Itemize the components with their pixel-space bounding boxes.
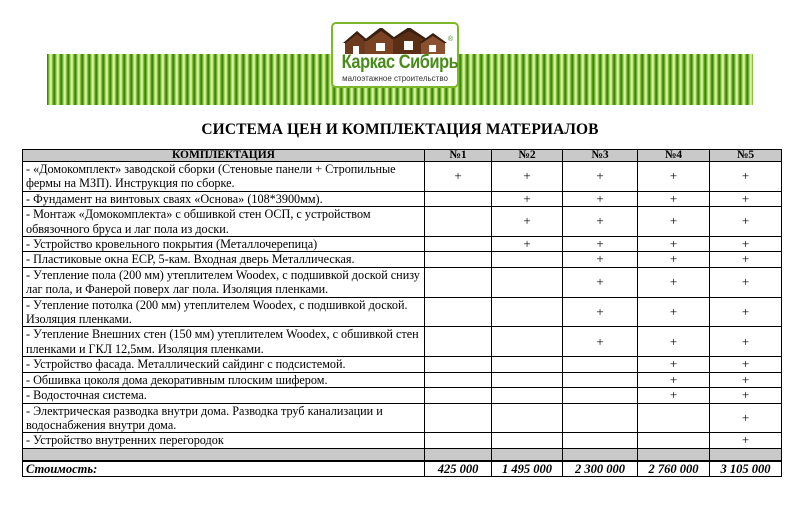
table-header-row: [23, 150, 782, 162]
inclusion-mark: [425, 327, 492, 357]
inclusion-mark: [492, 267, 563, 297]
price-cell: 425 000: [425, 461, 492, 477]
inclusion-mark: +: [710, 327, 782, 357]
inclusion-mark: [492, 403, 563, 433]
total-label: Стоимость:: [23, 461, 425, 477]
inclusion-mark: +: [710, 403, 782, 433]
inclusion-mark: +: [638, 207, 710, 237]
inclusion-mark: +: [710, 388, 782, 403]
row-description: - Водосточная система.: [23, 388, 425, 403]
inclusion-mark: [425, 297, 492, 327]
inclusion-mark: [425, 357, 492, 372]
row-description: - Утепление пола (200 мм) утеплителем Woodex, с подшивкой доской снизу лаг пола, и Фанерой поверх лаг пола. Изоляция пленками.: [23, 267, 425, 297]
houses-logo-icon: [343, 28, 447, 54]
table-row: [23, 207, 782, 237]
inclusion-mark: +: [710, 191, 782, 206]
inclusion-mark: [492, 433, 563, 448]
table-row: [23, 357, 782, 372]
separator-cell: [23, 448, 425, 461]
inclusion-mark: [638, 433, 710, 448]
inclusion-mark: [492, 388, 563, 403]
inclusion-mark: [563, 372, 638, 387]
inclusion-mark: [425, 237, 492, 252]
table-row: [23, 267, 782, 297]
inclusion-mark: +: [638, 267, 710, 297]
header-cell: №5: [710, 150, 782, 162]
inclusion-mark: +: [563, 327, 638, 357]
separator-cell: [563, 448, 638, 461]
inclusion-mark: [492, 357, 563, 372]
inclusion-mark: +: [710, 237, 782, 252]
table-row: [23, 297, 782, 327]
header-cell: №4: [638, 150, 710, 162]
price-cell: 1 495 000: [492, 461, 563, 477]
separator-row: [23, 448, 782, 461]
registered-mark: ®: [447, 36, 453, 43]
table-row: [23, 327, 782, 357]
inclusion-mark: +: [638, 252, 710, 267]
inclusion-mark: [425, 267, 492, 297]
header-cell: №2: [492, 150, 563, 162]
inclusion-mark: +: [638, 162, 710, 192]
inclusion-mark: +: [710, 267, 782, 297]
inclusion-mark: [425, 433, 492, 448]
separator-cell: [710, 448, 782, 461]
inclusion-mark: [492, 372, 563, 387]
header-cell: №3: [563, 150, 638, 162]
table-row: [23, 162, 782, 192]
row-description: - Фундамент на винтовых сваях «Основа» (108*3900мм).: [23, 191, 425, 206]
price-cell: 2 760 000: [638, 461, 710, 477]
inclusion-mark: +: [563, 237, 638, 252]
inclusion-mark: [492, 252, 563, 267]
inclusion-mark: +: [710, 372, 782, 387]
inclusion-mark: [492, 297, 563, 327]
row-description: - Утепление Внешних стен (150 мм) утеплителем Woodex, с обшивкой стен пленками и ГКЛ 12,5мм. Изоляция пленками.: [23, 327, 425, 357]
inclusion-mark: [425, 372, 492, 387]
row-description: - Пластиковые окна ECP, 5-кам. Входная дверь Металлическая.: [23, 252, 425, 267]
row-description: - Обшивка цоколя дома декоративным плоским шифером.: [23, 372, 425, 387]
inclusion-mark: +: [638, 297, 710, 327]
row-description: - Устройство фасада. Металлический сайдинг с подсистемой.: [23, 357, 425, 372]
inclusion-mark: +: [638, 191, 710, 206]
inclusion-mark: [492, 327, 563, 357]
inclusion-mark: [425, 191, 492, 206]
inclusion-mark: +: [710, 252, 782, 267]
table-row: [23, 372, 782, 387]
price-cell: 2 300 000: [563, 461, 638, 477]
row-description: - Электрическая разводка внутри дома. Разводка труб канализации и водоснабжения внутри дома.: [23, 403, 425, 433]
inclusion-mark: +: [563, 191, 638, 206]
row-description: - Устройство кровельного покрытия (Металлочерепица): [23, 237, 425, 252]
inclusion-mark: [425, 207, 492, 237]
inclusion-mark: +: [492, 207, 563, 237]
inclusion-mark: +: [492, 191, 563, 206]
table-row: [23, 403, 782, 433]
price-cell: 3 105 000: [710, 461, 782, 477]
table-row: [23, 433, 782, 448]
inclusion-mark: +: [638, 388, 710, 403]
inclusion-mark: [563, 388, 638, 403]
inclusion-mark: +: [563, 207, 638, 237]
inclusion-mark: +: [563, 297, 638, 327]
inclusion-mark: [425, 403, 492, 433]
price-table: [22, 149, 782, 477]
inclusion-mark: +: [638, 237, 710, 252]
inclusion-mark: +: [492, 237, 563, 252]
table-row: [23, 252, 782, 267]
inclusion-mark: [425, 388, 492, 403]
header-cell: №1: [425, 150, 492, 162]
separator-cell: [638, 448, 710, 461]
inclusion-mark: +: [425, 162, 492, 192]
inclusion-mark: [563, 357, 638, 372]
separator-cell: [425, 448, 492, 461]
row-description: - Монтаж «Домокомплекта» с обшивкой стен ОСП, с устройством обвязочного бруса и лаг пола из доски.: [23, 207, 425, 237]
table-row: [23, 237, 782, 252]
header-cell: КОМПЛЕКТАЦИЯ: [23, 150, 425, 162]
inclusion-mark: +: [710, 357, 782, 372]
logo-brand-name: Каркас Сибирь: [341, 52, 459, 73]
inclusion-mark: +: [563, 252, 638, 267]
page-title: СИСТЕМА ЦЕН И КОМПЛЕКТАЦИЯ МАТЕРИАЛОВ: [201, 121, 599, 138]
inclusion-mark: +: [710, 162, 782, 192]
inclusion-mark: [638, 403, 710, 433]
logo-tagline: малоэтажное строительство: [342, 74, 448, 83]
inclusion-mark: +: [638, 357, 710, 372]
row-description: - «Домокомплект» заводской сборки (Стеновые панели + Стропильные фермы на МЗП). Инструкция по сборке.: [23, 162, 425, 192]
inclusion-mark: +: [563, 267, 638, 297]
inclusion-mark: +: [710, 433, 782, 448]
separator-cell: [492, 448, 563, 461]
table-row: [23, 388, 782, 403]
inclusion-mark: [563, 403, 638, 433]
inclusion-mark: +: [563, 162, 638, 192]
total-row: [23, 461, 782, 477]
inclusion-mark: [563, 433, 638, 448]
row-description: - Устройство внутренних перегородок: [23, 433, 425, 448]
inclusion-mark: +: [710, 297, 782, 327]
inclusion-mark: +: [492, 162, 563, 192]
inclusion-mark: +: [710, 207, 782, 237]
company-logo: [331, 22, 459, 88]
inclusion-mark: [425, 252, 492, 267]
inclusion-mark: +: [638, 327, 710, 357]
table-row: [23, 191, 782, 206]
inclusion-mark: +: [638, 372, 710, 387]
row-description: - Утепление потолка (200 мм) утеплителем Woodex, с подшивкой доской. Изоляция пленками.: [23, 297, 425, 327]
